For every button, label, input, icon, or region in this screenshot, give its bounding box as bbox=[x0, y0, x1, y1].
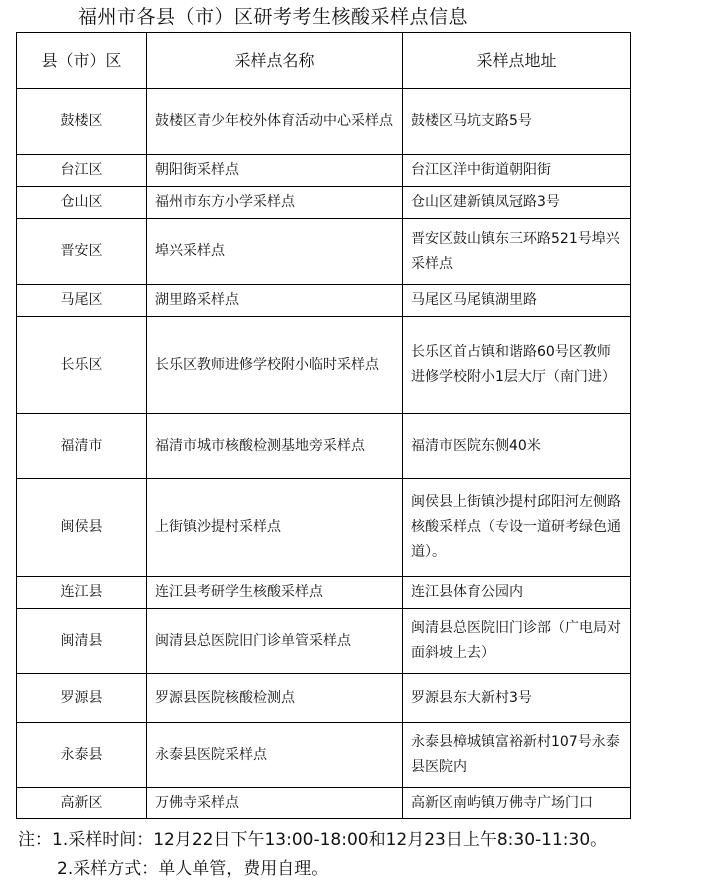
note-sampling-method: 2.采样方式：单人单管，费用自理。 bbox=[57, 859, 329, 879]
site-address-cell: 连江县体育公园内 bbox=[403, 577, 631, 609]
site-address-cell: 晋安区鼓山镇东三环路521号埠兴采样点 bbox=[403, 219, 631, 285]
county-cell: 晋安区 bbox=[17, 219, 147, 285]
site-address-cell: 永泰县樟城镇富裕新村107号永泰县医院内 bbox=[403, 723, 631, 788]
site-address-cell: 台江区洋中街道朝阳街 bbox=[403, 155, 631, 187]
site-address-cell: 鼓楼区马坑支路5号 bbox=[403, 89, 631, 155]
site-name-cell: 闽清县总医院旧门诊单管采样点 bbox=[147, 609, 403, 674]
site-name-cell: 万佛寺采样点 bbox=[147, 788, 403, 819]
site-address-cell: 马尾区马尾镇湖里路 bbox=[403, 285, 631, 317]
site-address-cell: 罗源县东大新村3号 bbox=[403, 674, 631, 723]
header-site-name: 采样点名称 bbox=[147, 33, 403, 89]
county-cell: 永泰县 bbox=[17, 723, 147, 788]
county-cell: 闽清县 bbox=[17, 609, 147, 674]
site-name-cell: 湖里路采样点 bbox=[147, 285, 403, 317]
table-row bbox=[17, 479, 631, 577]
site-address-cell: 闽清县总医院旧门诊部（广电局对面斜坡上去） bbox=[403, 609, 631, 674]
table-row bbox=[17, 414, 631, 479]
site-name-cell: 福清市城市核酸检测基地旁采样点 bbox=[147, 414, 403, 479]
site-name-cell: 上街镇沙提村采样点 bbox=[147, 479, 403, 577]
document-title: 福州市各县（市）区研考考生核酸采样点信息 bbox=[78, 6, 469, 28]
table-row bbox=[17, 89, 631, 155]
site-name-cell: 长乐区教师进修学校附小临时采样点 bbox=[147, 317, 403, 414]
site-name-cell: 连江县考研学生核酸采样点 bbox=[147, 577, 403, 609]
county-cell: 台江区 bbox=[17, 155, 147, 187]
county-cell: 仓山区 bbox=[17, 187, 147, 219]
county-cell: 鼓楼区 bbox=[17, 89, 147, 155]
table-row bbox=[17, 609, 631, 674]
sampling-sites-table bbox=[16, 32, 631, 819]
county-cell: 高新区 bbox=[17, 788, 147, 819]
note-sampling-time: 注：1.采样时间：12月22日下午13:00-18:00和12月23日上午8:30-11:30。 bbox=[18, 830, 608, 850]
table-row bbox=[17, 674, 631, 723]
site-address-cell: 长乐区首占镇和谐路60号区教师进修学校附小1层大厅（南门进） bbox=[403, 317, 631, 414]
table-row bbox=[17, 788, 631, 819]
county-cell: 长乐区 bbox=[17, 317, 147, 414]
header-county: 县（市）区 bbox=[17, 33, 147, 89]
site-address-cell: 仓山区建新镇凤冠路3号 bbox=[403, 187, 631, 219]
site-address-cell: 福清市医院东侧40米 bbox=[403, 414, 631, 479]
site-name-cell: 朝阳街采样点 bbox=[147, 155, 403, 187]
county-cell: 福清市 bbox=[17, 414, 147, 479]
notes-section bbox=[18, 826, 607, 884]
site-name-cell: 鼓楼区青少年校外体育活动中心采样点 bbox=[147, 89, 403, 155]
table-row bbox=[17, 219, 631, 285]
site-name-cell: 罗源县医院核酸检测点 bbox=[147, 674, 403, 723]
site-address-cell: 高新区南屿镇万佛寺广场门口 bbox=[403, 788, 631, 819]
county-cell: 闽侯县 bbox=[17, 479, 147, 577]
table-row bbox=[17, 317, 631, 414]
header-site-address: 采样点地址 bbox=[403, 33, 631, 89]
table-row bbox=[17, 285, 631, 317]
table-row bbox=[17, 155, 631, 187]
table-row bbox=[17, 187, 631, 219]
site-name-cell: 永泰县医院采样点 bbox=[147, 723, 403, 788]
site-name-cell: 埠兴采样点 bbox=[147, 219, 403, 285]
county-cell: 连江县 bbox=[17, 577, 147, 609]
county-cell: 罗源县 bbox=[17, 674, 147, 723]
county-cell: 马尾区 bbox=[17, 285, 147, 317]
site-name-cell: 福州市东方小学采样点 bbox=[147, 187, 403, 219]
table-row bbox=[17, 577, 631, 609]
site-address-cell: 闽侯县上街镇沙提村邱阳河左侧路核酸采样点（专设一道研考绿色通道）。 bbox=[403, 479, 631, 577]
table-header-row bbox=[17, 33, 631, 89]
table-row bbox=[17, 723, 631, 788]
